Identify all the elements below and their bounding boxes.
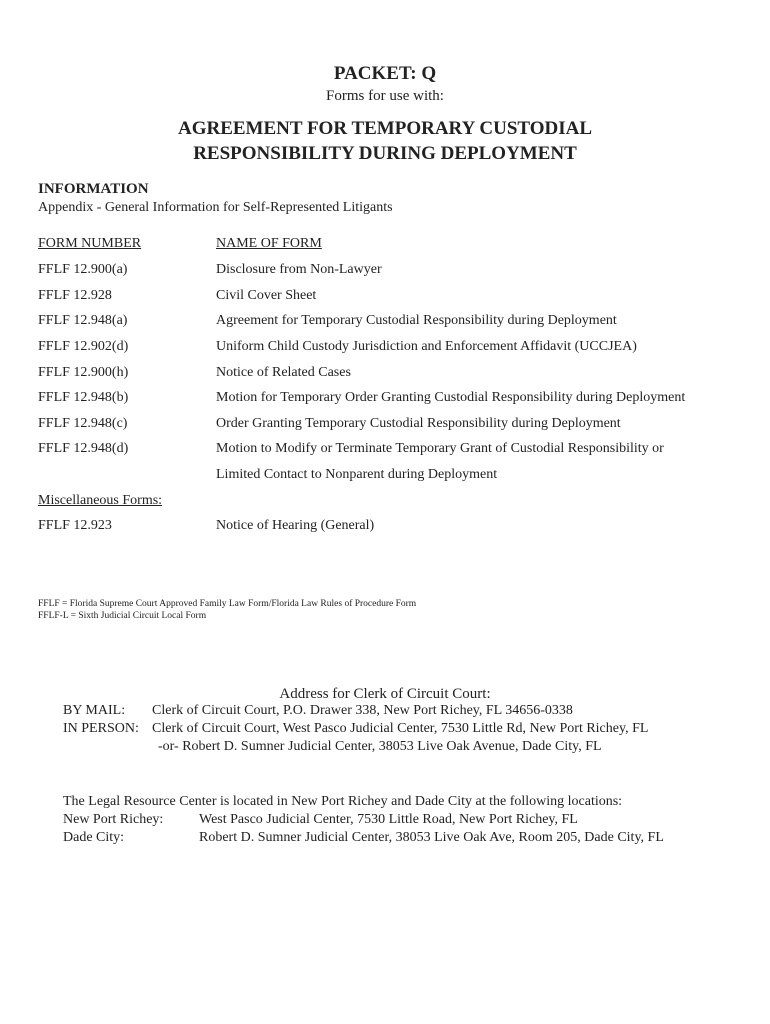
dade-label: Dade City: — [63, 830, 125, 845]
form-heading-line1: AGREEMENT FOR TEMPORARY CUSTODIAL — [177, 118, 593, 139]
form-code: FFLF 12.948(d) — [38, 441, 129, 456]
by-mail-label: BY MAIL: — [63, 703, 126, 718]
form-name-continued: Limited Contact to Nonparent during Deployment — [216, 467, 498, 482]
form-code: FFLF 12.900(h) — [38, 365, 129, 380]
form-code: FFLF 12.902(d) — [38, 339, 129, 354]
form-name: Notice of Related Cases — [216, 365, 351, 380]
form-name: Uniform Child Custody Jurisdiction and Enforcement Affidavit (UCCJEA) — [216, 339, 637, 354]
form-code: FFLF 12.928 — [38, 288, 112, 303]
in-person-alt-address: -or- Robert D. Sumner Judicial Center, 38053 Live Oak Avenue, Dade City, FL — [158, 739, 602, 754]
legal-center-intro: The Legal Resource Center is located in New Port Richey and Dade City at the following locations: — [63, 794, 623, 809]
appendix-text: Appendix - General Information for Self-Represented Litigants — [38, 200, 393, 215]
packet-subtitle: Forms for use with: — [326, 88, 444, 104]
packet-title: PACKET: Q — [333, 63, 437, 84]
form-code: FFLF 12.900(a) — [38, 262, 128, 277]
npr-address: West Pasco Judicial Center, 7530 Little Road, New Port Richey, FL — [199, 812, 578, 827]
form-name: Motion for Temporary Order Granting Custodial Responsibility during Deployment — [216, 390, 686, 405]
column-header-form-number: FORM NUMBER — [38, 236, 142, 251]
clerk-address-heading: Address for Clerk of Circuit Court: — [279, 686, 491, 702]
footnote-fflf: FFLF = Florida Supreme Court Approved Family Law Form/Florida Law Rules of Procedure Form — [38, 599, 417, 609]
column-header-form-name: NAME OF FORM — [216, 236, 322, 251]
form-code: FFLF 12.948(a) — [38, 313, 128, 328]
form-heading-line2: RESPONSIBILITY DURING DEPLOYMENT — [193, 143, 577, 164]
form-code: FFLF 12.948(c) — [38, 416, 128, 431]
form-name: Civil Cover Sheet — [216, 288, 317, 303]
form-code: FFLF 12.923 — [38, 518, 112, 533]
form-code: FFLF 12.948(b) — [38, 390, 129, 405]
form-name: Disclosure from Non-Lawyer — [216, 262, 382, 277]
form-name: Agreement for Temporary Custodial Responsibility during Deployment — [216, 313, 617, 328]
by-mail-address: Clerk of Circuit Court, P.O. Drawer 338, New Port Richey, FL 34656-0338 — [152, 703, 573, 718]
form-name: Notice of Hearing (General) — [216, 518, 375, 533]
in-person-address: Clerk of Circuit Court, West Pasco Judicial Center, 7530 Little Rd, New Port Richey, FL — [152, 721, 649, 736]
footnote-fflf-l: FFLF-L = Sixth Judicial Circuit Local Form — [38, 611, 207, 621]
information-label: INFORMATION — [38, 181, 149, 197]
form-name: Motion to Modify or Terminate Temporary Grant of Custodial Responsibility or — [216, 441, 664, 456]
dade-address: Robert D. Sumner Judicial Center, 38053 Live Oak Ave, Room 205, Dade City, FL — [199, 830, 664, 845]
misc-forms-label: Miscellaneous Forms: — [38, 493, 163, 508]
form-name: Order Granting Temporary Custodial Responsibility during Deployment — [216, 416, 621, 431]
in-person-label: IN PERSON: — [63, 721, 139, 736]
npr-label: New Port Richey: — [63, 812, 164, 827]
